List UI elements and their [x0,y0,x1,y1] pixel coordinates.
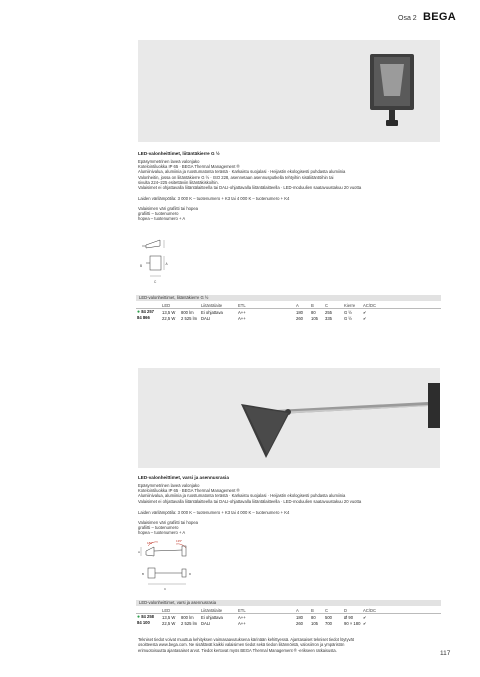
footer-line: osoitteesta www.bega.com. Ne sisältävät kaikki valaisimen tiedot sekä tiedon liitännöistä, valosiirron ja ympäristön [138,642,345,648]
table-row: ● 84 258 13,5 W 800 lm Ei ohjattava A++ 180 80 500 Ø 90 ✔ [136,614,441,621]
color-option: Valaisimen väri grafiitti tai hopea [138,520,198,525]
product1-line: sivulta 224–225 esitettäviin liitäntäkiskoihin. [138,179,219,185]
svg-text:C: C [164,587,167,591]
product1-line: Valaisimet ei ohjattavalla liitäntälaitteella tai DALI-ohjattavalla liitäntälaitteella · LED-moduulien saatavuustakuu 20 vuotta [138,185,362,191]
product1-line: Kotelointiluokka IP 65 · BEGA Thermal Management ® [138,164,240,170]
footer-line: Tekniset tiedot voivat muuttua kehityksen vaimasaavutuksena kärinään kehittyessä. Ajantasaiset tekniset tiedot löytyvät [138,637,354,642]
table-row: 84 866 22,5 W 2 525 lm DALI A++ 260 105 335 G ½ ✔ [136,315,441,321]
product1-line: Epäsymmetrinen laveä valonjako [138,159,200,164]
check-icon: ✔ [363,620,367,626]
svg-text:D: D [189,572,192,576]
footer-line: erimuotoisuutta ajantasaiset arvot. Tiedot kertovat myös BEGA Thermal Management ® -erikseen ratkaisusta. [138,647,337,653]
dim-label-a: A [165,262,168,266]
product2-dimension-diagram [138,538,198,598]
color-option: Valaisimen väri grafiitti tai hopea [138,206,198,211]
color-option: hopea – tuotenumero + A [138,530,186,536]
product2-table-title: LED-valonheittimet, varsi ja asennusrasia [136,600,441,606]
floodlight-image [138,40,440,142]
product2-line: Alumiinivalua, alumiinia ja ruostumatonta terästä · Karkaistu suojalasi · Heijastin ekologisesti puhdasta alumiinia [138,493,346,499]
product2-spec-table [136,608,441,626]
color-option: grafiitti – tuotenumero [138,525,179,531]
page-number: 117 [440,650,451,657]
dim-label-c: C [154,280,157,284]
product1-line: Alumiinivalua, alumiinia ja ruostumatonta terästä · Karkaistu suojalasi · Heijastin ekologisesti puhdasta alumiinia [138,169,346,175]
product2-description [138,483,361,504]
svg-text:B: B [142,572,145,576]
product2-line: Epäsymmetrinen laveä valonjako [138,483,200,488]
color-option: grafiitti – tuotenumero [138,211,179,217]
table-header-row: LED Liitäntälaite ETL A B C D AC/DC [162,608,377,614]
brand-logo: BEGA [423,11,456,23]
product1-spec-table [136,303,441,321]
check-icon: ✔ [363,315,367,321]
table-header-row: LED Liitäntälaite ETL A B C Kierre AC/DC [162,303,377,309]
product2-title: LED-valonheittimet, varsi ja asennusrasia [138,475,229,480]
product1-description [138,159,361,190]
product1-photo [138,40,440,142]
check-icon: ✔ [362,309,441,316]
angle-label: 135° [176,539,183,543]
arm-floodlight-image [138,368,440,468]
product1-color-temp: Laiden värilämpötila: 3 000 K – tuotenumero + K3 tai 4 000 K – tuotenumero + K4 [138,196,290,201]
angle-label: 180° [147,541,154,545]
table-row: ● 84 257 13,5 W 800 lm Ei ohjattava A++ 180 80 255 G ½ ✔ [136,309,441,316]
check-icon: ✔ [362,614,441,621]
svg-text:A: A [138,550,141,554]
product2-line: Kotelointiluokka IP 65 · BEGA Thermal Management ® [138,488,240,494]
product1-color-options [138,206,198,222]
product1-line: Valonheitin, jossa on liitäntäkierre G ½ · ISO 228, asennetaan asennusputkella tehtyihin sisäliitäntöihin tai [138,174,334,180]
product1-dimension-diagram [138,236,178,290]
new-marker-icon: ● [137,309,141,316]
section-label: Osa 2 [398,15,417,22]
product1-table-title: LED-valonheittimet, liitäntäkierre G ½ [136,295,441,301]
product2-photo [138,368,440,468]
color-option: hopea – tuotenumero + A [138,216,186,222]
table-row: 84 100 22,5 W 2 525 lm DALI A++ 260 105 700 90 × 180 ✔ [136,620,441,626]
new-marker-icon: ● [137,614,141,621]
footer-note [138,637,354,653]
dim-label-b: B [140,264,143,268]
product2-line: Valaisimet ei ohjattavalla liitäntälaitteella tai DALI-ohjattavalla liitäntälaitteella · LED-moduulien saatavuustakuu 20 vuotta [138,498,362,504]
product2-color-temp: Laiden värilämpötila: 3 000 K – tuotenumero + K3 tai 4 000 K – tuotenumero + K4 [138,510,290,515]
product2-color-options [138,520,198,536]
product1-title: LED-valonheittimet, liitäntäkierre G ½ [138,151,220,156]
